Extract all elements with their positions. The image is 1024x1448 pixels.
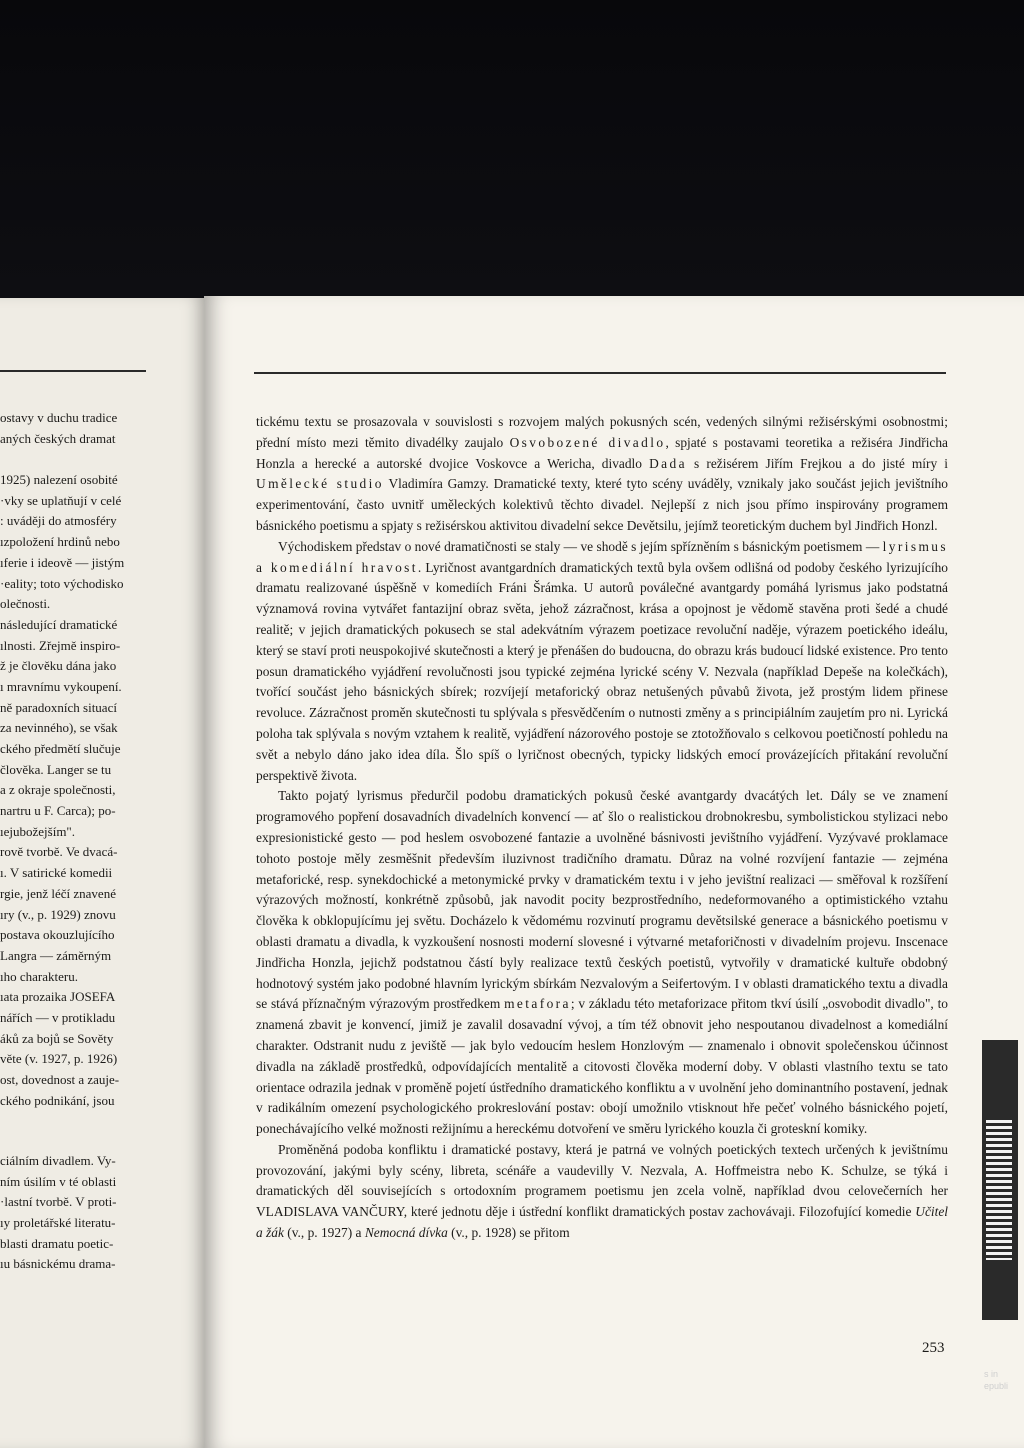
spaced-term: metafora xyxy=(504,996,571,1012)
page-number: 253 xyxy=(922,1340,945,1356)
left-line: člověka. Langer se tu xyxy=(0,761,112,777)
left-line: ·lastní tvorbě. V proti- xyxy=(0,1194,117,1210)
left-line: rgie, jenž léčí znavené xyxy=(0,885,116,901)
body-text xyxy=(256,412,948,1244)
left-line: ně paradoxních situací xyxy=(0,699,117,715)
left-line: ost, dovednost a zauje- xyxy=(0,1072,120,1087)
left-line: 1925) nalezení osobité xyxy=(0,472,118,488)
left-line: ·vky se uplatňují v celé xyxy=(0,492,122,508)
left-line: postava okouzlujícího xyxy=(0,927,115,943)
edge-barcode xyxy=(986,1120,1012,1260)
left-page-rule xyxy=(0,370,146,372)
left-line: ciálním divadlem. Vy- xyxy=(0,1153,116,1168)
left-column-bottom xyxy=(0,1151,150,1275)
left-line: následující dramatické xyxy=(0,616,118,632)
left-line xyxy=(0,449,150,470)
left-line: olečnosti. xyxy=(0,596,51,612)
left-line: ıejubožejším". xyxy=(0,823,75,839)
left-line: ž je člověku dána jako xyxy=(0,658,117,674)
left-line: za nevinného), se však xyxy=(0,720,118,736)
left-line: ı mravnímu vykoupení. xyxy=(0,678,122,694)
work-title: Nemocná dívka xyxy=(364,1225,448,1241)
left-line: blasti dramatu poetic- xyxy=(0,1235,114,1251)
left-line: áků za bojů se Sověty xyxy=(0,1030,114,1046)
left-line: aných českých dramat xyxy=(0,430,116,446)
spaced-term: Osvobozené divadlo xyxy=(509,434,666,450)
left-line: ıho charakteru. xyxy=(0,968,78,984)
work-title: Učitel a žák xyxy=(256,1204,948,1241)
left-line: věte (v. 1927, p. 1926) xyxy=(0,1051,118,1067)
left-line: ı. V satirické komedii xyxy=(0,865,113,881)
left-line: ıry (v., p. 1929) znovu xyxy=(0,906,116,922)
left-line: ckého podnikání, jsou xyxy=(0,1092,115,1108)
scan-background xyxy=(0,0,1024,300)
edge-label: s in epubli xyxy=(984,1369,1009,1391)
left-line: nářích — v protikladu xyxy=(0,1009,116,1025)
right-page xyxy=(204,296,1024,1448)
left-line: ním úsilím v té oblasti xyxy=(0,1173,117,1189)
spaced-term: lyrismus a komediální hravost xyxy=(256,538,948,575)
left-line: ıy proletářské literatu- xyxy=(0,1215,116,1231)
left-page xyxy=(0,298,205,1448)
left-column-top xyxy=(0,408,150,1111)
right-page-rule xyxy=(254,372,946,374)
left-line: ızpoložení hrdinů nebo xyxy=(0,534,120,550)
left-line: ostavy v duchu tradice xyxy=(0,410,118,425)
paragraph-2: Východiskem představ o nové dramatičnosti se staly — ve shodě s jejím spřízněním s básnickým poetismem — lyrismus a komediální hravost. Lyričnost avantgardních dramatických textů byla ovšem odlišná od podoby českého lyrizujícího dramatu realizované úspěšně v komediích Fráni Šrámka. U autorů poválečné avantgardy pomáhá lyrismus jako podstatná významová rovina vytvářet fantazijní obraz světa, jehož zázračnost, krása a opojnost je vědomě stavěna proti šedé a chudé realitě; v jejich dramatických pokusech se stal adekvátním výrazem poetizace revoluční naděje, výrazem poetického ideálu, který se staví proti neuspokojivé skutečnosti a který je přenášen do budoucna, do obrazu krás budoucí lidské existence. Pro tento posun dramatického vyjádření revolučnosti jsou typické zejména lyrické scény V. Nezvala (například Depeše na kolečkách), tvořící součást jeho básnických sbírek; rozvíjejí metaforický obraz netušených půvabů života, jež prostým lidem přinese revoluce. Zázračnost proměn skutečnosti tu splývala s přesvědčením o nutnosti změny a s principiálním zaujetím pro ni. Lyrická poloha tak splývala s novým vztahem k realitě, vyjádření názorového postoje se ztotožňovalo s celkovou poetičností pohledu na svět a nebylo dáno jako idea díla. Šlo spíš o lyričnost obecných, typicky lidských emocí provázejících přitakání revoluční perspektivě života. xyxy=(256,538,949,783)
left-line: : uváději do atmosféry xyxy=(0,513,117,529)
paragraph-3: Takto pojatý lyrismus předurčil podobu dramatických pokusů české avantgardy dvacátých let. Dály se ve znamení programového popření dosavadních divadelních konvencí — ať šlo o realistickou drobnokresbu, symbolistickou stylizaci nebo expresionistické gesto — pod heslem osvobozené fantazie a uvolněné básnivosti jevištního vyjádření. Vyzývavé proklamace tohoto postoje měly zesměšnit především iluzivnost tradičního dramatu. Důraz na volné rozvíjení fantazie — zejména metaforické, resp. synekdochické a metonymické prvky v dramatickém textu i v jeho jevištní realizaci — směřoval k rozšíření výrazových možností, konkrétně způsobů, jak navodit pocity bezprostředního, nedeformovaného a optimistického vztahu člověka k obklopujícímu jej světu. Docházelo k vědomému rozvinutí programu devětsilské generace a básnického poetismu v oblasti dramatu a divadla, k vyzkoušení nosnosti moderní slovesné i výtvarné metaforičnosti v divadelním projevu. Inscenace Jindřicha Honzla, jejichž podstatnou částí byly realizace textů českých poetistů, vytvořily v dramatické kultuře obdobný hodnotový systém jako podobné hlavním lyrickým sbírkám Nezvalovým a Seifertovým. I v oblasti dramatického textu a divadla se stává příznačným výrazovým prostředkem metafora; v základu této metaforizace přitom tkví úsilí „osvobodit divadlo", to znamená zbavit je konvencí, jimiž je zavalil dosavadní vývoj, a tím též obnovit jeho nespoutanou divadelnost a komediální charakter. Odstranit nudu z jeviště — jak bylo vedoucím heslem Honzlovým — znamenalo i obnovit společenskou účinnost divadla na základě prostředků, odpovídajících mentalitě a citovosti člověka moderní doby. V oblasti vlastního textu se tato orientace odrazila jednak v proměně pojetí ústředního dramatického konfliktu a v uvolnění jeho dominantního postavení, jednak v radikálním omezení psychologického prokreslování postav: obojí umožnilo vtisknout hře pečeť volného básnického pojetí, ponechávajícího velké možnosti režijnímu a hereckému dotvoření ve směru lyrického kouzla či groteskní komiky. xyxy=(256,788,948,1137)
paragraph-4: Proměněná podoba konfliktu i dramatické postavy, která je patrná ve volných poetických textech určených k jevištnímu provozování, jakými byly scény, libreta, scénáře a vaudevilly V. Nezvala, A. Hoffmeistra nebo K. Schulze, se týká i dramatických děl souvisejících s ortodoxním programem poetismu jen zcela volně, například dvou celovečerních her VLADISLAVA VANČURY, které jednotu děje i ústřední konflikt dramatických postav zachovávaji. Filozofující komedie Učitel a žák (v., p. 1927) a Nemocná dívka (v., p. 1928) se přitom xyxy=(256,1141,948,1241)
paragraph-1: tickému textu se prosazovala v souvislosti s rozvojem malých pokusných scén, vedených silnými režisérskými osobnostmi; přední místo mezi těmito divadélky zaujalo Osvobozené divadlo, spjaté s postavami teoretika a režiséra Jindřicha Honzla a herecké a autorské dvojice Voskovce a Wericha, divadlo Dada s režisérem Jiřím Frejkou a do jisté míry i Umělecké studio Vladimíra Gamzy. Dramatické texty, které tyto scény uváděly, vznikaly jako součást jejich jevištního experimentování, často uvnitř uměleckých kolektivů těchto divadel. Nejlepší z nich jsou přímo inspirovány programem básnického poetismu a spjaty s režisérskou aktivitou divadelní sekce Devětsilu, jejímž teoretickým duchem byl Jindřich Honzl. xyxy=(256,414,948,533)
spaced-term: Umělecké studio xyxy=(256,476,384,492)
left-line: ılnosti. Zřejmě inspiro- xyxy=(0,637,121,653)
left-line: ıferie i ideově — jistým xyxy=(0,554,125,570)
left-line: nartru u F. Carca); po- xyxy=(0,803,116,819)
spaced-term: Dada xyxy=(649,455,687,471)
left-line: a z okraje společnosti, xyxy=(0,782,116,798)
left-line: ıu básnickému drama- xyxy=(0,1256,116,1272)
left-line: ıata prozaika JOSEFA xyxy=(0,989,116,1005)
left-line: ·eality; toto východisko xyxy=(0,575,124,591)
left-line: Langra — záměrným xyxy=(0,947,112,963)
left-line: rově tvorbě. Ve dvacá- xyxy=(0,844,118,860)
left-line: ckého předmětí slučuje xyxy=(0,741,121,756)
